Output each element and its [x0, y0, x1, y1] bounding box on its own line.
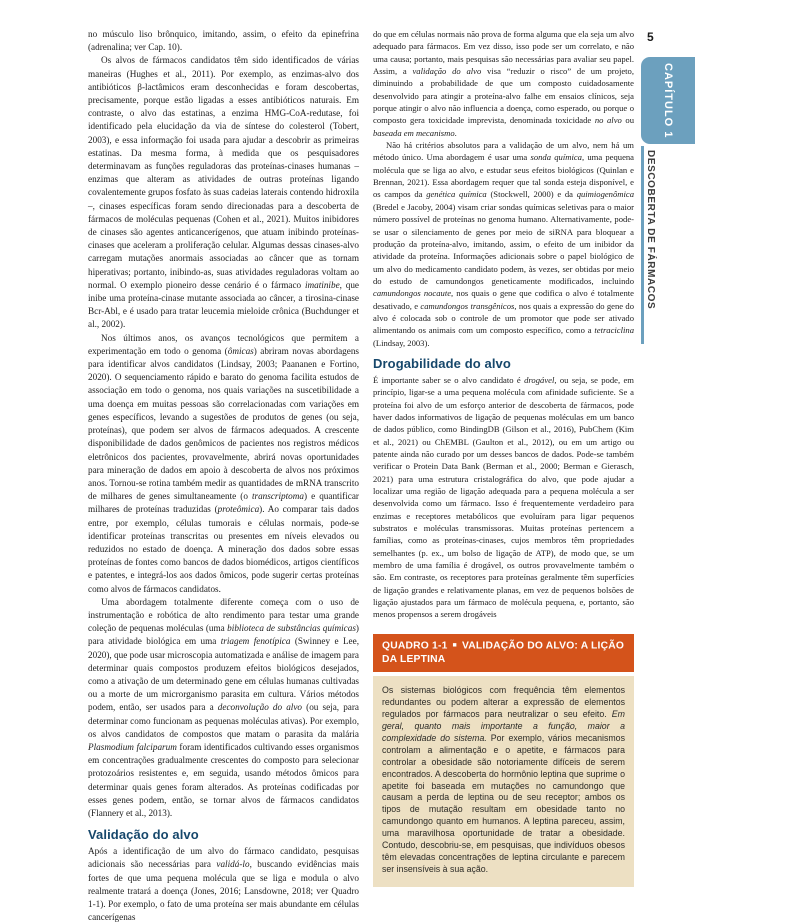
paragraph: Os alvos de fármacos candidatos têm sido identificados de várias maneiras (Hughes et al., 2011). Por exemplo, as enzimas-alvo dos antibióticos β-lactâmicos eram desconhecidas e foram descobertas, precisamente, porque estão ligadas a esses antibióticos naturais. Em contraste, o alvo das estatinas, a enzima HMG-CoA-redutase, foi identificado pela elucidação da via de síntese do colesterol (Tobert, 2003), e essa informação foi usada para ajudar a descobrir as primeiras estatinas. Da mesma forma, à medida que os pesquisadores determinavam as funções reguladoras das proteínas-cinases humanas – enzimas que alteram as atividades de outras proteínas ligando covalentemente grupos fosfato às suas cadeias laterais contendo hidroxila –, cinases específicas foram sendo direcionadas para a descoberta de fármacos de moléculas pequenas (Cohen et al., 2021). Muitos inibidores de cinases são agentes anticancerígenos, que atuam inibindo proteínas-cinases que aceleram a proliferação celular. Algumas dessas cinases-alvo carregam mutações anormais associadas ao câncer que as tornam hiperativas; portanto, inibindo-as, suas atividades reguladoras voltam ao normal. O exemplo pioneiro desse cenário é o fármaco imatinibe, que inibe uma proteína-cinase mutante associada ao câncer, a tirosina-cinase Bcr-Abl, e é usado para tratar leucemia mieloide crônica (Buchdunger et al., 2002). [88, 55, 359, 330]
right-column [373, 28, 634, 924]
chapter-tab [641, 57, 695, 144]
paragraph: É importante saber se o alvo candidato é drogável, ou seja, se pode, em princípio, ligar-se a uma pequena molécula com afinidade suficiente. Se a proteína foi alvo de um esforço anterior de descoberta de fármacos, pode haver dados informativos de ligação de pequenas moléculas em um banco de dados público, como BindingDB (Gilson et al., 2016), PubChem (Kim et al., 2021) ou ChEMBL (Gaulton et al., 2012), ou em um artigo ou patente ainda não curado por um desses bancos de dados. Pode-se também verificar o Protein Data Bank (Berman et al., 2000; Berman e Gierasch, 2021) para uma estrutura cristalográfica do alvo, que pode ajudar a localizar uma região de ligação adequada para a pequena molécula a ser desenvolvida como um fármaco. Isso é frequentemente verdadeiro para enzimas e receptores metabólicos que evoluíram para ligar pequenos substratos e moléculas transmissoras. Muitas proteínas pertencem a famílias, como as proteínas-cinases, cujos membros têm propriedades semelhantes (p. ex., um bolso de ligação de ATP), de modo que, se um membro de uma família é drogável, os outros provavelmente também o são. Em contraste, os receptores para proteínas geralmente têm superfícies de ligação grandes e relativamente planas, em vez de pequenos bolsões de ligação ajustados para um fármaco de molécula pequena, e, portanto, são menos propensos a serem drogáveis [373, 374, 634, 620]
section-heading: Drogabilidade do alvo [373, 355, 511, 371]
right-column-text [373, 28, 634, 621]
paragraph: do que em células normais não prova de forma alguma que ela seja um alvo adequado para fármacos. Em vez disso, isso pode ser um correlato, e não uma causa; portanto, mais pesquisas são necessárias para avaliar seu papel. Assim, a validação do alvo visa “reduzir o risco” de um projeto, diminuindo a probabilidade de que um composto cuidadosamente desenvolvido para atingir a proteína-alvo falhe em ensaios clínicos, seja porque atingir o alvo não influencia a doença, como esperado, ou porque o composto gera toxicidade imprevista, denominada toxicidade no alvo ou baseada em mecanismo. [373, 29, 635, 138]
quadro-header [373, 634, 634, 673]
quadro-title: VALIDAÇÃO DO ALVO: A LIÇÃO DA LEPTINA [382, 640, 625, 665]
paragraph: no músculo liso brônquico, imitando, assim, o efeito da epinefrina (adrenalina; ver Cap. 10). [88, 29, 359, 53]
square-bullet-icon: ■ [452, 641, 457, 649]
paragraph: Nos últimos anos, os avanços tecnológicos que permitem a experimentação em todo o genoma (ômicas) abriram novas abordagens para identificar alvos candidatos (Lindsay, 2003; Paananen e Fortino, 2020). O sequenciamento rápido e barato do genoma facilita estudos de associação em todo o genoma, nos quais variações na suscetibilidade a uma doença em muitas pessoas são correlacionadas com variações em genes específicos, levando a sugestões de produtos de genes (ou seja, proteínas), que podem ser alvos de fármacos adequados. A crescente disponibilidade de dados genômicos de pacientes nos registros médicos eletrônicos dos pacientes, provavelmente, abrirá novas oportunidades para mineração de dados em apoio à descoberta de alvos nos próximos anos. Tornou-se rotina também medir as quantidades de mRNA transcrito de milhares de genes simultaneamente (o transcriptoma) e quantificar milhares de proteínas traduzidas (proteômica). Ao comparar tais dados entre, por exemplo, células tumorais e células normais, pode-se identificar proteínas transcritas ou presentes em níveis elevados ou reduzidos no estado de doença. A mineração dos dados sobre essas proteínas de fontes como bancos de dados biomédicos, artigos científicos e patentes, e integrá-los aos dados ômicos, pode sugerir certas proteínas como alvos de fármacos candidatos. [88, 332, 360, 594]
left-column [88, 28, 359, 924]
paragraph: Após a identificação de um alvo do fármaco candidato, pesquisas adicionais são necessárias para validá-lo, buscando evidências mais fortes de que uma pequena molécula que se liga e modula o alvo realmente tratará a doença (Jones, 2016; Lansdowne, 2018; ver Quadro 1-1). Por exemplo, o fato de uma proteína ser mais abundante em células cancerígenas [88, 846, 359, 923]
paragraph: Não há critérios absolutos para a validação de um alvo, nem há um método único. Uma abordagem é usar uma sonda química, uma pequena molécula que se liga ao alvo, e estudar seus efeitos biológicos (Quinlan e Brennan, 2021). Essa abordagem requer que tal sonda esteja disponível, e os campos da genética química (Stockwell, 2000) e da quimiogenômica (Bredel e Jacoby, 2004) visam criar sondas químicas seletivas para o maior número possível de proteínas no genoma humano. Alternativamente, pode-se usar o silenciamento de genes por meio de siRNA para bloquear a produção da proteína-alvo, imitando, assim, o efeito de um inibidor da atividade da proteína. Informações adicionais sobre o papel biológico de um alvo do medicamento candidato podem, às vezes, ser obtidas por meio do estudo de camundongos geneticamente modificados, incluindo camundongos nocaute, nos quais o gene que codifica o alvo é totalmente desativado, e camundongos transgênicos, nos quais a expressão do gene do alvo é colocada sob o controle de um promotor que pode ser ativado alimentando os animais com um composto específico, como a tetraciclina (Lindsay, 2003). [373, 140, 635, 348]
paragraph: Os sistemas biológicos com frequência têm elementos redundantes ou podem alterar a expressão de elementos regulados por fármacos para neutralizar o seu efeito. Em geral, quanto mais importante a função, maior a complexidade do sistema. Por exemplo, vários mecanismos controlam a alimentação e o apetite, e fármacos para controlar a obesidade são notoriamente difíceis de serem encontrados. A descoberta do hormônio leptina que suprime o apetite foi baseada em mutações no camundongo que causam a perda de leptina ou de seu receptor; ambos os tipos de mutação resultam em obesidade tanto no camundongo quanto em humanos. A leptina pareceu, assim, uma maravilhosa oportunidade de tratar a obesidade. Contudo, descobriu-se, em pesquisas, que indivíduos obesos têm elevadas concentrações de leptina circulante e parecem ser insensíveis à sua ação. [382, 685, 625, 874]
page-content [88, 28, 634, 924]
chapter-title-vertical: DESCOBERTA DE FÁRMACOS [645, 150, 656, 310]
chapter-tab-label: CAPÍTULO 1 [662, 62, 674, 139]
section-heading: Validação do alvo [88, 827, 199, 843]
quadro-box [373, 634, 634, 887]
paragraph: Uma abordagem totalmente diferente começa com o uso de instrumentação e robótica de alto rendimento para testar uma grande coleção de pequenas moléculas (uma biblioteca de substâncias químicas) para atividade biológica em uma triagem fenotípica (Swinney e Lee, 2020), que pode usar microscopia automatizada e análise de imagem para determinar quais compostos produzem efeitos biológicos desejados, como a ativação de um determinado gene em células humanas cultivadas ou a morte de um microrganismo parasita em cultura. Vários métodos podem, então, ser usados para a deconvolução do alvo (ou seja, para determinar como funcionam as pequenas moléculas ativas). Por exemplo, os alvos candidatos de compostos que matam o parasita da malária Plasmodium falciparum foram identificados cultivando esses organismos em concentrações gradualmente crescentes do composto para selecionar protozoários resistentes e, em seguida, usando métodos ômicos para determinar quais genes foram alterados. As proteínas codificadas por esses genes podem, então, se tornar alvos de fármacos candidatos (Flannery et al., 2013). [88, 596, 360, 818]
quadro-body [373, 676, 634, 887]
quadro-label: QUADRO 1-1 [382, 640, 448, 652]
chapter-rule [641, 146, 644, 344]
page-number: 5 [647, 30, 654, 44]
